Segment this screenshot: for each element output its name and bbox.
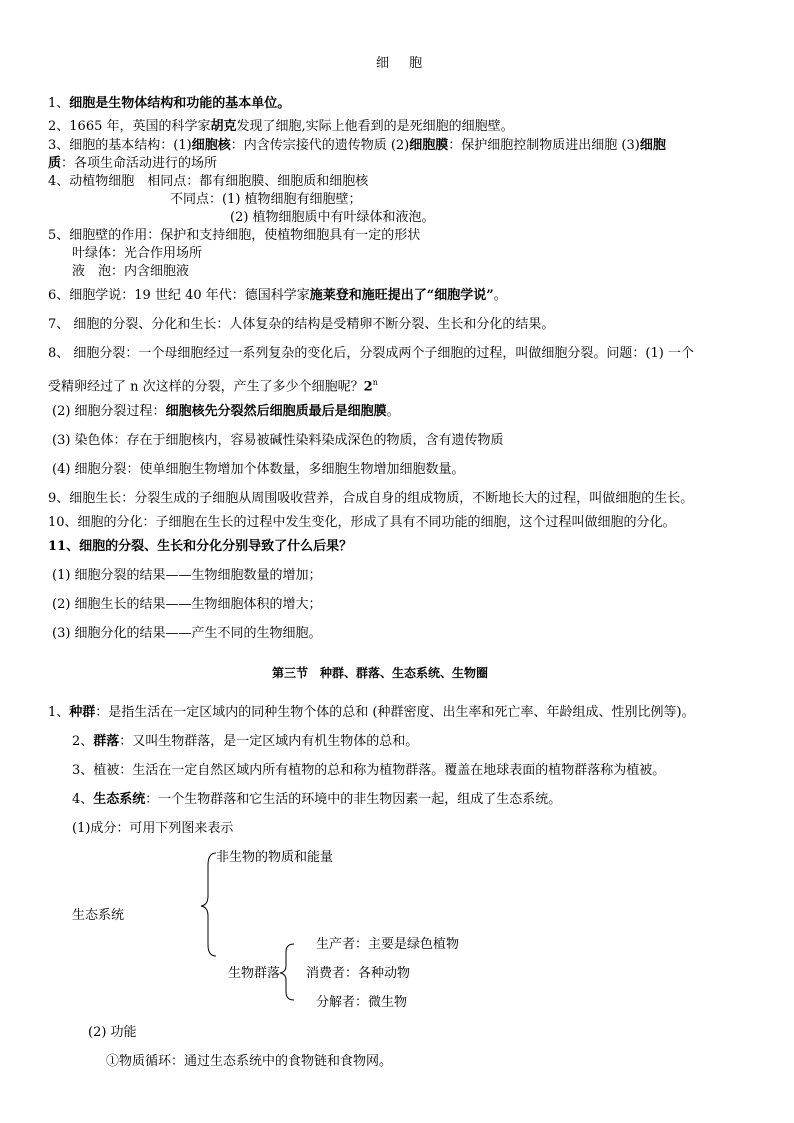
item-number: 1、 (48, 96, 70, 111)
diagram-abiotic: 非生物的物质和能量 (216, 850, 334, 865)
item-5: 5、细胞壁的作用：保护和支持细胞，使植物细胞具有一定的形状 (48, 228, 421, 243)
diagram-producer: 生产者：主要是绿色植物 (316, 937, 460, 952)
bold-text: 细胞 (639, 138, 666, 153)
eco-4-2: (2) 功能 (88, 1025, 137, 1040)
item-11-3: (3) 细胞分化的结果——产生不同的生物细胞。 (52, 626, 322, 641)
text: 。 (386, 404, 400, 419)
diagram-root: 生态系统 (72, 908, 125, 923)
page-title: 细 胞 (376, 56, 424, 71)
text: 1、 (48, 705, 70, 720)
section-heading: 第三节 种群、群落、生态系统、生物圈 (272, 666, 489, 680)
answer: 2 (363, 379, 373, 395)
left-brace (201, 853, 216, 956)
right-brace (280, 944, 294, 1000)
text: 2、1665 年，英国的科学家 (48, 119, 211, 134)
bold-text: 细胞核 (191, 138, 231, 153)
item-9: 9、细胞生长：分裂生成的子细胞从周围吸收营养，合成自身的组成物质，不断地长大的过程，叫做细胞的生长。 (48, 491, 694, 506)
text: ：又叫生物群落，是一定区域内有机生物体的总和。 (119, 734, 419, 749)
diagram-consumer: 消费者：各种动物 (306, 966, 411, 981)
eco-4-1: (1)成分：可用下列图来表示 (72, 821, 234, 836)
text: (2) 细胞分裂过程： (52, 404, 166, 419)
item-5-chloroplast: 叶绿体：光合作用场所 (72, 246, 203, 261)
bold-text: 细胞核先分裂然后细胞质最后是细胞膜 (165, 404, 387, 419)
text: 3、细胞的基本结构：(1) (48, 138, 192, 153)
bold-text: 生态系统 (93, 792, 146, 807)
item-10: 10、细胞的分化：子细胞在生长的过程中发生变化，形成了具有不同功能的细胞，这个过程叫做细胞的分化。 (48, 515, 676, 530)
item-4-diff-1: 不同点：(1) 植物细胞有细胞壁； (170, 192, 362, 207)
item-7: 7、 细胞的分裂、分化和生长：人体复杂的结构是受精卵不断分裂、生长和分化的结果。 (48, 317, 555, 332)
text: 6、细胞学说：19 世纪 40 年代：德国科学家 (48, 288, 310, 303)
diagram-decomposer: 分解者：微生物 (316, 995, 408, 1010)
item-4: 4、动植物细胞 相同点：都有细胞膜、细胞质和细胞核 (48, 174, 369, 189)
item-11-2: (2) 细胞生长的结果——生物细胞体积的增大； (52, 597, 322, 612)
item-8-3: (3) 染色体：存在于细胞核内，容易被碱性染料染成深色的物质，含有遗传物质 (52, 433, 504, 448)
bold-text: 种群 (69, 705, 96, 720)
item-4-diff-2: (2) 植物细胞质中有叶绿体和液泡。 (230, 210, 435, 225)
text: 受精卵经过了 n 次这样的分裂，产生了多少个细胞呢？ (48, 379, 364, 395)
eco-4-2-material-cycle: ①物质循环：通过生态系统中的食物链和食物网。 (106, 1054, 393, 1069)
item-5-vacuole: 液 泡：内含细胞液 (72, 264, 190, 279)
exponent: n (372, 378, 378, 387)
bold-text: 质 (48, 156, 62, 171)
bold-text: 细胞膜 (409, 138, 449, 153)
item-8-4: (4) 细胞分裂：使单细胞生物增加个体数量，多细胞生物增加细胞数量。 (52, 462, 465, 477)
text: ：一个生物群落和它生活的环境中的非生物因素一起，组成了生态系统。 (145, 792, 562, 807)
text: ：保护细胞控制物质进出细胞 (3) (448, 138, 640, 153)
text: ：是指生活在一定区域内的同种生物个体的总和 (种群密度、出生率和死亡率、年龄组成、性别比例等)。 (95, 705, 695, 720)
item-11: 11、细胞的分裂、生长和分化分别导致了什么后果？ (48, 539, 353, 554)
text: 4、 (72, 792, 94, 807)
item-11-1: (1) 细胞分裂的结果——生物细胞数量的增加； (52, 568, 322, 583)
bold-text: 细胞是生物体结构和功能的基本单位。 (69, 96, 291, 111)
bold-text: 施莱登和施旺提出了“细胞学说” (309, 288, 494, 303)
diagram-community: 生物群落 (228, 966, 281, 981)
bold-text: 胡克 (210, 119, 237, 134)
text: 。 (493, 288, 507, 303)
bold-text: 群落 (93, 734, 120, 749)
text: 发现了细胞,实际上他看到的是死细胞的细胞壁。 (236, 119, 514, 134)
item-8: 8、 细胞分裂：一个母细胞经过一系列复杂的变化后，分裂成两个子细胞的过程，叫做细胞分裂。问题：(1) 一个 (48, 346, 694, 361)
eco-3: 3、植被：生活在一定自然区域内所有植物的总和称为植物群落。覆盖在地球表面的植物群落称为植被。 (72, 763, 666, 778)
text: 2、 (72, 734, 94, 749)
text: ：各项生命活动进行的场所 (61, 156, 218, 171)
text: ：内含传宗接代的遗传物质 (2) (230, 138, 410, 153)
